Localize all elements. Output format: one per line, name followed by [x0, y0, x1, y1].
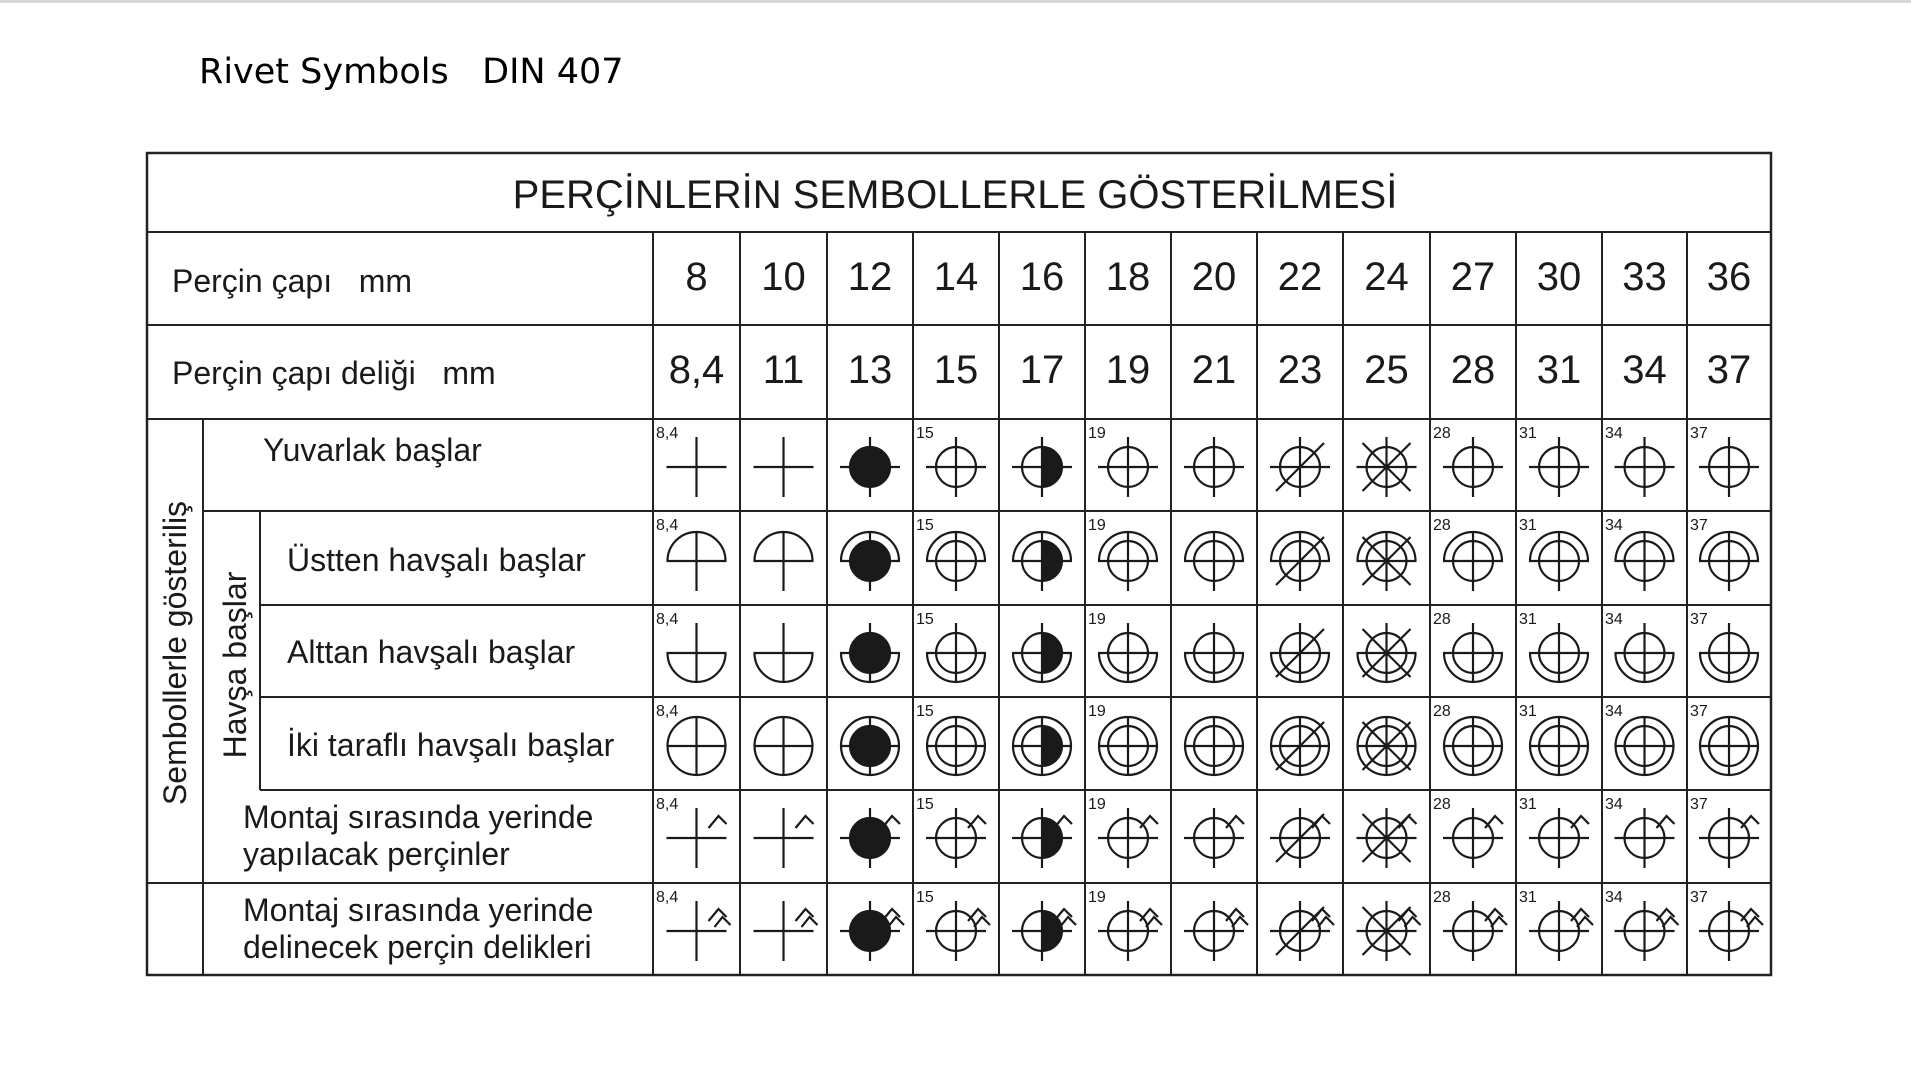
rivet-symbol-assembly-rivets-14 — [916, 796, 986, 868]
rivet-symbol-round-heads-10 — [754, 437, 814, 497]
rivet-symbol-countersunk-both-16 — [1012, 716, 1072, 776]
rivet-symbol-countersunk-top-36 — [1690, 517, 1759, 591]
rivet-symbol-countersunk-top-33 — [1605, 517, 1675, 591]
diameter-value: 27 — [1450, 255, 1496, 299]
rivet-symbol-countersunk-top-20 — [1184, 531, 1244, 591]
rivet-symbol-assembly-rivets-36 — [1690, 796, 1759, 868]
rivet-symbol-round-heads-12 — [840, 437, 900, 497]
diameter-value: 24 — [1364, 255, 1409, 299]
hole-value: 15 — [933, 348, 979, 392]
hole-size-mark: 34 — [1605, 703, 1623, 720]
hole-size-mark: 31 — [1519, 796, 1537, 813]
rivet-symbol-assembly-holes-10 — [754, 901, 818, 961]
rivet-symbol-assembly-rivets-8 — [656, 796, 727, 868]
hole-value: 21 — [1191, 348, 1237, 392]
rivet-symbol-round-heads-14 — [916, 425, 986, 497]
hole-value: 13 — [847, 348, 893, 392]
rivet-symbol-assembly-holes-20 — [1184, 901, 1248, 961]
hole-size-mark: 8,4 — [656, 425, 679, 442]
countersunk-group-label: Havşa başlar — [217, 571, 253, 759]
rivet-symbol-round-heads-20 — [1184, 437, 1244, 497]
slide-title: Rivet Symbols DIN 407 — [199, 52, 624, 92]
hole-value: 11 — [762, 348, 805, 392]
rivet-symbol-countersunk-both-27 — [1433, 703, 1503, 776]
hole-value: 8,4 — [668, 348, 725, 392]
diameter-value: 16 — [1019, 255, 1065, 299]
hole-size-mark: 28 — [1433, 889, 1451, 906]
rivet-symbol-round-heads-22 — [1270, 437, 1330, 497]
rivet-symbol-countersunk-top-24 — [1357, 531, 1417, 591]
diameter-value: 36 — [1706, 255, 1752, 299]
hole-size-mark: 8,4 — [656, 611, 679, 628]
hole-size-mark: 28 — [1433, 425, 1451, 442]
diameter-value: 20 — [1191, 255, 1237, 299]
hole-size-mark: 15 — [916, 611, 934, 628]
row-label-assembly-rivets: Montaj sırasında yerinde — [243, 799, 594, 835]
rivet-symbol-countersunk-both-20 — [1184, 716, 1244, 776]
row-label-round-heads: Yuvarlak başlar — [263, 432, 482, 468]
rivet-symbol-countersunk-top-14 — [916, 517, 986, 591]
rivet-symbol-assembly-rivets-33 — [1605, 796, 1675, 868]
rivet-symbol-assembly-holes-22 — [1270, 901, 1334, 961]
row-label-countersunk-bottom: Alttan havşalı başlar — [287, 634, 576, 670]
rivet-symbol-countersunk-top-10 — [754, 531, 814, 591]
hole-size-mark: 34 — [1605, 517, 1623, 534]
rivet-symbol-countersunk-both-22 — [1270, 716, 1330, 776]
hole-size-mark: 31 — [1519, 889, 1537, 906]
hole-size-mark: 8,4 — [656, 517, 679, 534]
rivet-symbol-assembly-rivets-20 — [1184, 808, 1244, 868]
rivet-symbol-assembly-holes-18 — [1088, 889, 1162, 961]
hole-size-mark: 34 — [1605, 611, 1623, 628]
rivet-symbol-round-heads-33 — [1605, 425, 1675, 497]
hole-size-mark: 19 — [1088, 703, 1106, 720]
row-label-assembly-holes: Montaj sırasında yerinde — [243, 892, 594, 928]
hole-size-mark: 19 — [1088, 889, 1106, 906]
hole-size-mark: 15 — [916, 703, 934, 720]
rivet-symbol-round-heads-18 — [1088, 425, 1158, 497]
rivet-symbol-countersunk-bottom-22 — [1270, 623, 1330, 683]
rivet-symbol-countersunk-bottom-12 — [840, 623, 900, 683]
hole-size-mark: 19 — [1088, 517, 1106, 534]
diameter-value: 12 — [847, 255, 893, 299]
hole-size-mark: 15 — [916, 889, 934, 906]
diameter-row-label: Perçin çapı mm — [172, 263, 413, 299]
rivet-symbol-countersunk-bottom-20 — [1184, 623, 1244, 683]
hole-size-mark: 37 — [1690, 796, 1708, 813]
rivet-symbol-countersunk-both-12 — [840, 716, 900, 776]
rivet-symbol-countersunk-both-18 — [1088, 703, 1158, 776]
hole-size-mark: 8,4 — [656, 703, 679, 720]
rivet-symbol-round-heads-16 — [1012, 437, 1072, 497]
rivet-symbol-assembly-rivets-24 — [1357, 808, 1417, 868]
rivet-symbol-countersunk-both-33 — [1605, 703, 1675, 776]
hole-size-mark: 37 — [1690, 889, 1708, 906]
rivet-symbol-assembly-rivets-18 — [1088, 796, 1158, 868]
rivet-symbol-countersunk-bottom-36 — [1690, 611, 1759, 683]
rivet-symbol-assembly-holes-30 — [1519, 889, 1593, 961]
rivet-symbol-round-heads-8 — [656, 425, 727, 497]
rivet-symbol-countersunk-bottom-18 — [1088, 611, 1158, 683]
diameter-value: 10 — [761, 255, 806, 299]
rivet-symbol-countersunk-top-16 — [1012, 531, 1072, 591]
rivet-symbol-assembly-rivets-22 — [1270, 808, 1330, 868]
hole-value: 37 — [1706, 348, 1752, 392]
hole-size-mark: 28 — [1433, 517, 1451, 534]
rivet-symbol-countersunk-bottom-10 — [754, 623, 814, 683]
rivet-symbol-countersunk-top-22 — [1270, 531, 1330, 591]
hole-size-mark: 37 — [1690, 425, 1708, 442]
rivet-symbol-countersunk-top-18 — [1088, 517, 1158, 591]
hole-size-mark: 8,4 — [656, 889, 679, 906]
rivet-symbol-assembly-rivets-10 — [754, 808, 814, 868]
rivet-symbol-countersunk-bottom-33 — [1605, 611, 1675, 683]
hole-value: 28 — [1450, 348, 1496, 392]
rivet-symbol-assembly-holes-14 — [916, 889, 990, 961]
rivet-symbol-round-heads-24 — [1357, 437, 1417, 497]
rivet-symbol-countersunk-both-8 — [656, 703, 727, 776]
rivet-symbol-round-heads-30 — [1519, 425, 1589, 497]
hole-size-mark: 28 — [1433, 611, 1451, 628]
hole-row-label: Perçin çapı deliği mm — [172, 355, 496, 391]
rivet-symbol-countersunk-both-10 — [754, 716, 814, 776]
rivet-symbol-countersunk-bottom-8 — [656, 611, 727, 683]
row-label-assembly-rivets: yapılacak perçinler — [243, 836, 510, 872]
hole-value: 17 — [1019, 348, 1065, 392]
rivet-symbol-assembly-holes-27 — [1433, 889, 1507, 961]
hole-value: 23 — [1277, 348, 1323, 392]
diameter-value: 18 — [1105, 255, 1151, 299]
hole-size-mark: 37 — [1690, 703, 1708, 720]
hole-size-mark: 37 — [1690, 517, 1708, 534]
rivet-symbol-assembly-rivets-30 — [1519, 796, 1589, 868]
table-title: PERÇİNLERİN SEMBOLLERLE GÖSTERİLMESİ — [512, 173, 1398, 217]
hole-size-mark: 31 — [1519, 611, 1537, 628]
rivet-symbol-countersunk-both-30 — [1519, 703, 1589, 776]
hole-value: 31 — [1536, 348, 1582, 392]
hole-value: 25 — [1364, 348, 1409, 392]
hole-size-mark: 31 — [1519, 517, 1537, 534]
diameter-value: 8 — [685, 255, 708, 299]
rivet-symbol-countersunk-top-30 — [1519, 517, 1589, 591]
rivet-symbol-assembly-holes-36 — [1690, 889, 1763, 961]
rivet-symbol-countersunk-bottom-14 — [916, 611, 986, 683]
rivet-symbol-countersunk-both-14 — [916, 703, 986, 776]
rivet-symbol-round-heads-27 — [1433, 425, 1503, 497]
hole-size-mark: 15 — [916, 796, 934, 813]
hole-size-mark: 31 — [1519, 425, 1537, 442]
diameter-value: 14 — [933, 255, 979, 299]
row-label-countersunk-top: Üstten havşalı başlar — [287, 542, 586, 578]
rivet-symbol-countersunk-both-36 — [1690, 703, 1759, 776]
hole-size-mark: 31 — [1519, 703, 1537, 720]
rivet-symbol-assembly-rivets-27 — [1433, 796, 1503, 868]
diameter-value: 22 — [1277, 255, 1323, 299]
rivet-symbol-assembly-holes-33 — [1605, 889, 1679, 961]
hole-size-mark: 19 — [1088, 611, 1106, 628]
hole-size-mark: 28 — [1433, 796, 1451, 813]
rivet-symbol-countersunk-both-24 — [1357, 716, 1417, 776]
hole-value: 19 — [1105, 348, 1151, 392]
rivet-symbol-assembly-rivets-16 — [1012, 808, 1072, 868]
row-label-assembly-holes: delinecek perçin delikleri — [243, 929, 592, 965]
rivet-symbol-countersunk-top-12 — [840, 531, 900, 591]
diameter-value: 33 — [1622, 255, 1667, 299]
rivet-symbol-assembly-rivets-12 — [840, 808, 900, 868]
hole-size-mark: 34 — [1605, 425, 1623, 442]
hole-value: 34 — [1622, 348, 1667, 392]
hole-size-mark: 28 — [1433, 703, 1451, 720]
diameter-value: 30 — [1536, 255, 1582, 299]
hole-size-mark: 19 — [1088, 425, 1106, 442]
hole-size-mark: 19 — [1088, 796, 1106, 813]
rivet-symbol-countersunk-bottom-27 — [1433, 611, 1503, 683]
rivet-symbol-countersunk-top-8 — [656, 517, 727, 591]
hole-size-mark: 34 — [1605, 889, 1623, 906]
rivet-symbol-countersunk-bottom-24 — [1357, 623, 1417, 683]
hole-size-mark: 15 — [916, 517, 934, 534]
row-label-countersunk-both: İki taraflı havşalı başlar — [287, 727, 615, 763]
symbol-group-label: Sembollerle gösteriliş — [157, 500, 193, 806]
rivet-symbol-countersunk-bottom-30 — [1519, 611, 1589, 683]
rivet-symbol-assembly-holes-8 — [656, 889, 731, 961]
hole-size-mark: 34 — [1605, 796, 1623, 813]
rivet-symbol-countersunk-top-27 — [1433, 517, 1503, 591]
rivet-symbol-countersunk-bottom-16 — [1012, 623, 1072, 683]
rivet-symbol-assembly-holes-24 — [1357, 901, 1421, 961]
hole-size-mark: 15 — [916, 425, 934, 442]
rivet-symbol-assembly-holes-16 — [1012, 901, 1076, 961]
rivet-symbol-assembly-holes-12 — [840, 901, 904, 961]
hole-size-mark: 37 — [1690, 611, 1708, 628]
hole-size-mark: 8,4 — [656, 796, 679, 813]
rivet-symbol-round-heads-36 — [1690, 425, 1759, 497]
